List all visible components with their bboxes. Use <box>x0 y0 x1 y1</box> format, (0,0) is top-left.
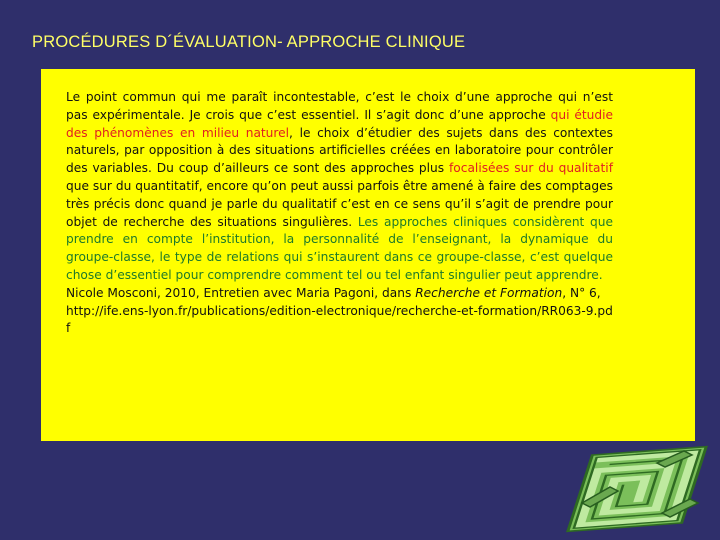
source-issue: , N° 6, <box>562 285 601 300</box>
highlight-clinical-approaches: Les approches cliniques considèrent que prendre en compte l’institution, la personnalité de l’enseignant, la dynamique du groupe-classe, le type de relations qui s’instaurent dans ce groupe-classe, c’est quelque chose d’essentiel pour comprendre comment tel ou tel enfant singulier peut apprendre. <box>66 214 613 282</box>
source-author: Nicole Mosconi, 2010, Entretien avec Maria Pagoni, dans <box>66 285 416 300</box>
quote-text <box>66 89 613 338</box>
quote-segment: , le choix d’étudier des sujets dans des contextes naturels, par opposition à des situations artificielles créées en laboratoire pour contrôler des variables. Du coup d’ailleurs ce sont des approches plus <box>66 125 613 176</box>
source-url: http://ife.ens-lyon.fr/publications/edition-electronique/recherche-et-formation/RR063-9.pdf <box>66 303 613 336</box>
quote-segment: Le point commun qui me paraît incontestable, c’est le choix d’une approche qui n’est pas expérimentale. Je crois que c’est essentiel. Il s’agit donc d’une approche <box>66 90 613 122</box>
slide-title: PROCÉDURES D´ÉVALUATION- APPROCHE CLINIQUE <box>32 33 466 51</box>
maze-icon <box>562 443 712 535</box>
quote-segment: que sur du quantitatif, encore qu’on peut aussi parfois être amené à faire des comptages très précis donc quand je parle du qualitatif c’est en ce sens qu’il s’agit de prendre pour objet de recherche des situations singulières. <box>66 178 613 229</box>
quote-box <box>41 69 695 441</box>
highlight-natural-setting: qui étudie des phénomènes en milieu naturel <box>66 107 614 140</box>
highlight-qualitative: focalisées sur du qualitatif <box>449 161 613 176</box>
source-journal: Recherche et Formation <box>415 285 563 300</box>
source-citation <box>66 285 613 303</box>
